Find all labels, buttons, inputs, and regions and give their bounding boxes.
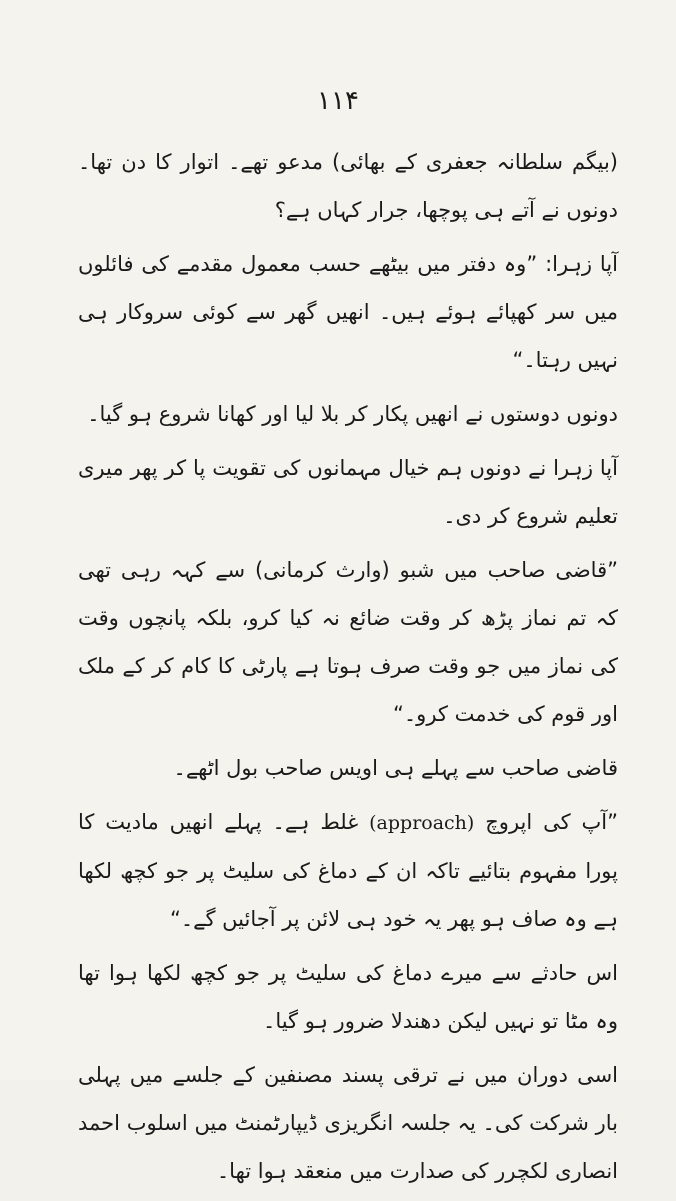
paragraph-7 [78, 798, 618, 943]
paragraph-5: ”قاضی صاحب میں شبو (وارث کرمانی) سے کہہ رہی تھی کہ تم نماز پڑھ کر وقت ضائع نہ کیا کرو، بلکہ پانچوں وقت کی نماز میں جو وقت صرف ہوتا ہے پارٹی کا کام کر کے ملک اور قوم کی خدمت کرو۔“ [78, 558, 618, 726]
paragraph-9: اسی دوران میں نے ترقی پسند مصنفین کے جلسے میں پہلی بار شرکت کی۔ یہ جلسہ انگریزی ڈیپارٹمنٹ میں اسلوب احمد انصاری لکچرر کی صدارت میں منعقد ہوا تھا۔ [78, 1063, 618, 1183]
paragraph-4: آپا زہرا نے دونوں ہم خیال مہمانوں کی تقویت پا کر پھر میری تعلیم شروع کر دی۔ [78, 456, 618, 528]
paragraph-6: قاضی صاحب سے پہلے ہی اویس صاحب بول اٹھے۔ [173, 756, 618, 780]
paragraph-7-start: ”آپ کی اپروچ [485, 810, 618, 834]
paragraph-3: دونوں دوستوں نے انھیں پکار کر بلا لیا اور کھانا شروع ہو گیا۔ [87, 402, 618, 426]
body-text [78, 138, 618, 1201]
paragraph-7-end: غلط ہے۔ پہلے انھیں مادیت کا پورا مفہوم بتائیے تاکہ ان کے دماغ کی سلیٹ پر جو کچھ لکھا ہے وہ صاف ہو پھر یہ خود ہی لائن پر آجائیں گے۔“ [78, 810, 618, 931]
paragraph-8: اس حادثے سے میرے دماغ کی سلیٹ پر جو کچھ لکھا ہوا تھا وہ مٹا تو نہیں لیکن دھندلا ضرور ہو گیا۔ [78, 961, 618, 1033]
paragraph-1: (بیگم سلطانہ جعفری کے بھائی) مدعو تھے۔ اتوار کا دن تھا۔ دونوں نے آتے ہی پوچھا، جرار کہاں ہے؟ [78, 150, 618, 222]
paragraph-7-latin: (approach) [369, 812, 475, 834]
paragraph-2: آپا زہرا: ”وہ دفتر میں بیٹھے حسب معمول مقدمے کی فائلوں میں سر کھپائے ہوئے ہیں۔ انھیں گھر سے کوئی سروکار ہی نہیں رہتا۔“ [78, 252, 618, 372]
page-number: ۱۱۴ [317, 86, 359, 116]
